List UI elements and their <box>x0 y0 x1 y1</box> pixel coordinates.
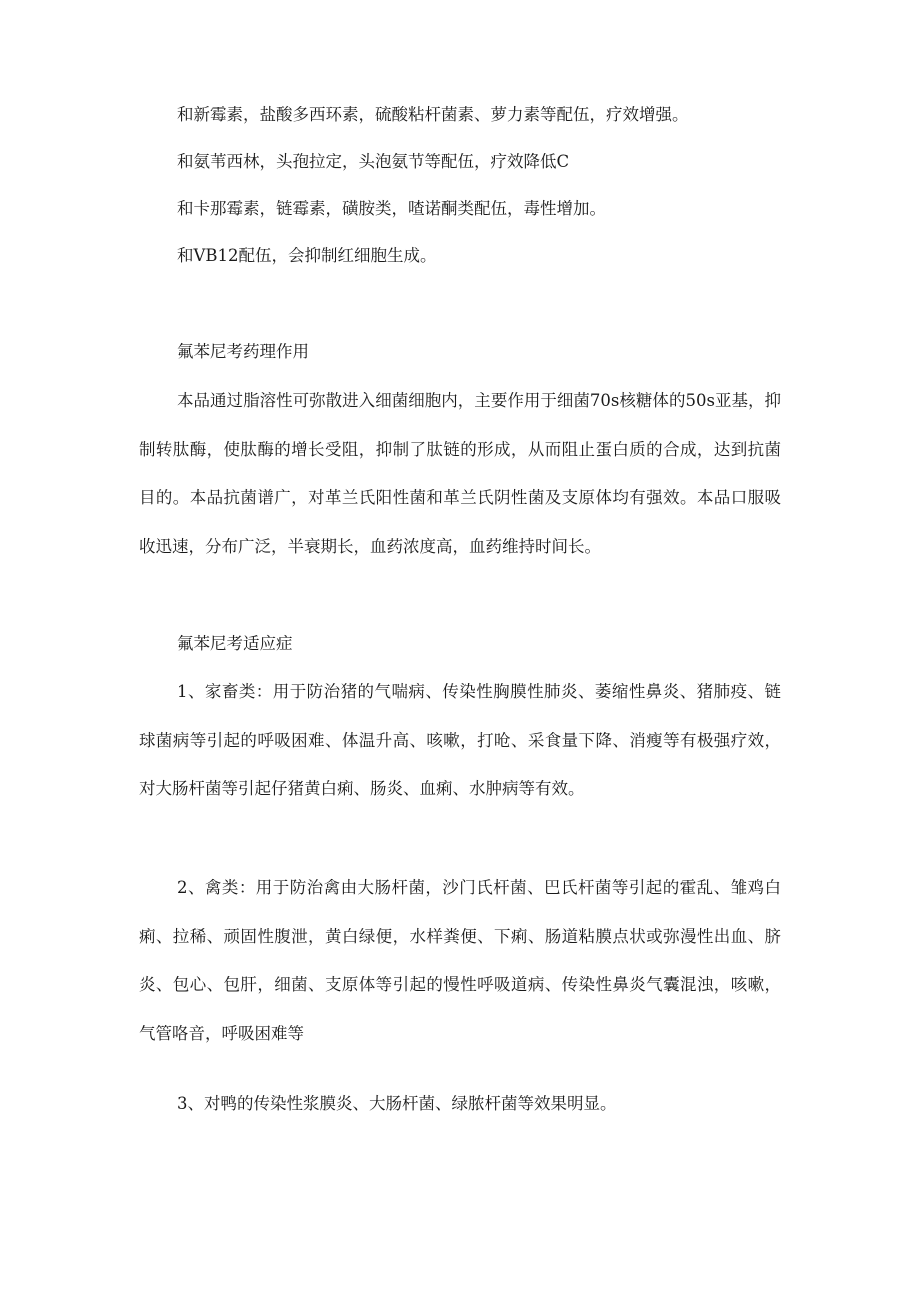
compat-line-2: 和氨苇西林，头孢拉定，头泡氨节等配伍，疗效降低C <box>177 152 570 171</box>
compat-line-4: 和VB12配伍，会抑制红细胞生成。 <box>177 246 437 265</box>
pharmacology-paragraph: 本品通过脂溶性可弥散进入细菌细胞内，主要作用于细菌70s核糖体的50s亚基，抑制转肽酶，使肽酶的增长受阻，抑制了肽链的形成，从而阻止蛋白质的合成，达到抗菌目的。本品抗菌谱广，对革兰氏阳性菌和革兰氏阴性菌及支原体均有强效。本品口服吸收迅速，分布广泛，半衰期长，血药浓度高，血药维持时间长。 <box>139 391 781 556</box>
compat-line-1: 和新霉素，盐酸多西环素，硫酸粘杆菌素、萝力素等配伍，疗效增强。 <box>177 105 689 124</box>
indication-poultry: 2、禽类：用于防治禽由大肠杆菌，沙门氏杆菌、巴氏杆菌等引起的霍乱、雏鸡白痢、拉稀、顽固性腹泄，黄白绿便，水样粪便、下痢、肠道粘膜点状或弥漫性出血、脐炎、包心、包肝，细菌、支原体等引起的慢性呼吸道病、传染性鼻炎气囊混浊，咳嗽，气管咯音，呼吸困难等 <box>139 878 781 1043</box>
compat-line-3: 和卡那霉素，链霉素，磺胺类，喳诺酮类配伍，毒性增加。 <box>177 199 606 218</box>
indication-livestock: 1、家畜类：用于防治猪的气喘病、传染性胸膜性肺炎、萎缩性鼻炎、猪肺疫、链球菌病等引起的呼吸困难、体温升高、咳嗽，打呛、采食量下降、消瘦等有极强疗效，对大肠杆菌等引起仔猪黄白痢、肠炎、血痢、水肿病等有效。 <box>139 682 781 798</box>
indications-heading: 氟苯尼考适应症 <box>177 634 293 653</box>
pharmacology-heading: 氟苯尼考药理作用 <box>177 342 309 361</box>
indication-duck: 3、对鸭的传染性浆膜炎、大肠杆菌、绿脓杆菌等效果明显。 <box>177 1094 617 1113</box>
